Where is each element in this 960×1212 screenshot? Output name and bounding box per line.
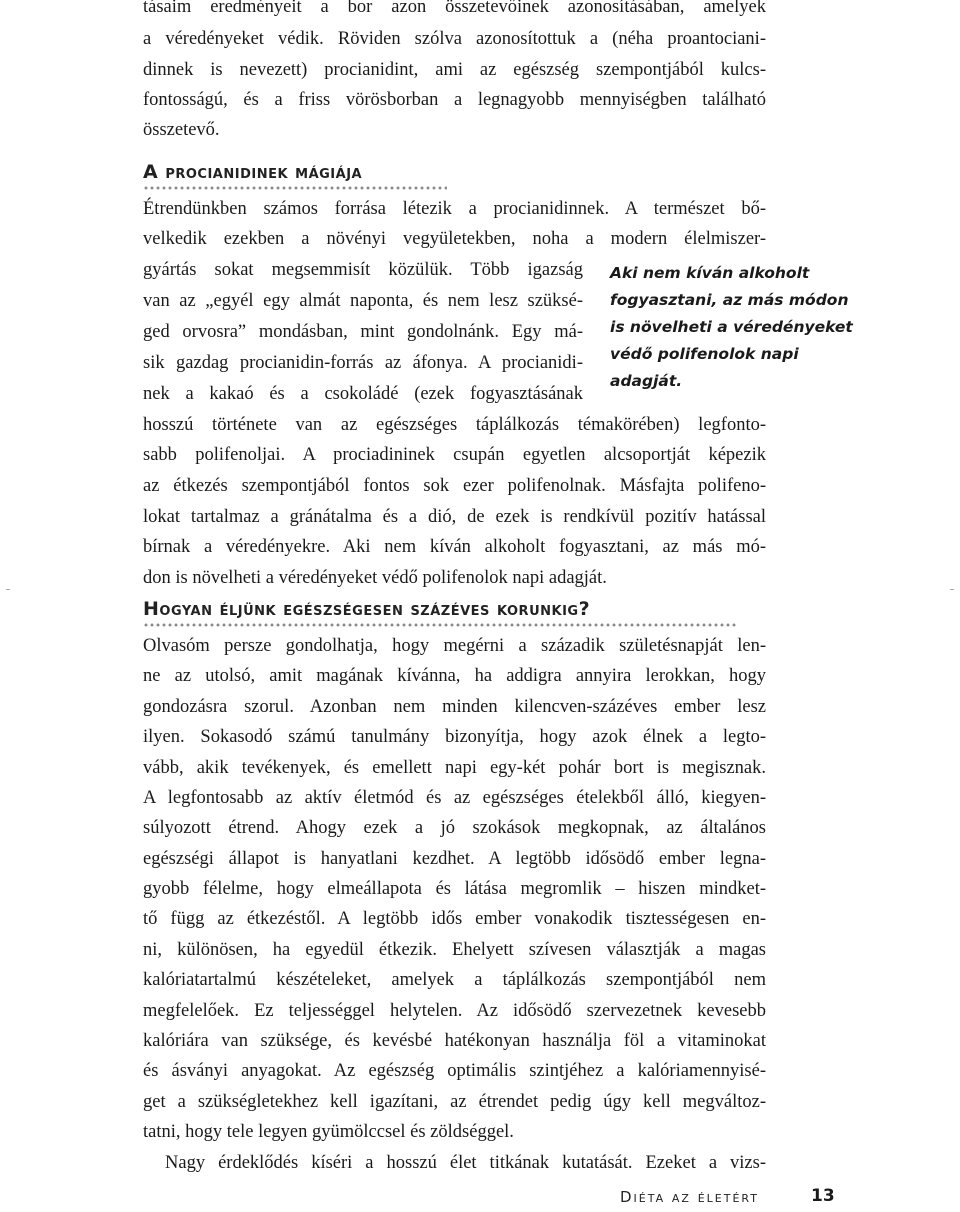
body-line: sabb polifenoljai. A prociadininek csupán egyetlen alcsoportját képezik <box>143 445 766 465</box>
page-number: 13 <box>811 1186 835 1206</box>
body-line: Nagy érdeklődés kíséri a hosszú élet titkának kutatását. Ezeket a vizs- <box>165 1153 766 1173</box>
body-line: get a szükségletekhez kell igazítani, az étrendet pedig úgy kell megváltoz- <box>143 1092 766 1112</box>
body-line: bírnak a véredényekre. Aki nem kíván alkoholt fogyasztani, az más mó- <box>143 537 766 557</box>
heading-dotted-underline <box>143 623 737 627</box>
body-line: ni, különösen, ha egyedül étkezik. Ehelyett szívesen választják a magas <box>143 940 766 960</box>
body-line: Étrendünkben számos forrása létezik a procianidinnek. A természet bő- <box>143 199 766 219</box>
intro-line: összetevő. <box>143 120 220 140</box>
body-line: hosszú története van az egészséges táplálkozás témakörében) legfonto- <box>143 415 766 435</box>
running-footer-title: Diéta az életért <box>620 1188 759 1206</box>
body-line: gyobb félelme, hogy elmeállapota és látása megromlik – hiszen mindket- <box>143 879 766 899</box>
body-line: kalóriára van szüksége, és kevésbé hatékonyan használja föl a vitaminokat <box>143 1031 766 1051</box>
section-heading-procianidinek: A procianidinek mágiája <box>143 161 363 183</box>
section-heading-szazeves: Hogyan éljünk egészségesen százéves korunkig? <box>143 598 591 620</box>
body-line: lokat tartalmaz a gránátalma és a dió, de ezek is rendkívül pozitív hatással <box>143 507 766 527</box>
body-line: velkedik ezekben a növényi vegyületekben, noha a modern élelmiszer- <box>143 229 766 249</box>
body-line: sik gazdag procianidin-forrás az áfonya. A procianidi- <box>143 353 583 373</box>
body-line: vább, akik tevékenyek, és emellett napi egy-két pohár bort is megisznak. <box>143 758 766 778</box>
body-line: gondozásra szorul. Azonban nem minden kilencven-százéves ember lesz <box>143 697 766 717</box>
body-line: gyártás sokat megsemmisít közülük. Több igazság <box>143 260 583 280</box>
body-line: ilyen. Sokasodó számú tanulmány bizonyítja, hogy azok élnek a legto- <box>143 727 766 747</box>
intro-line: fontosságú, és a friss vörösborban a legnagyobb mennyiségben található <box>143 90 766 110</box>
pull-quote <box>610 260 853 395</box>
body-line: ne az utolsó, amit magának kívánna, ha addigra annyira lerokkan, hogy <box>143 666 766 686</box>
body-line: nek a kakaó és a csokoládé (ezek fogyasztásának <box>143 384 583 404</box>
pull-quote-line: fogyasztani, az más módon <box>610 291 849 309</box>
body-line: az étkezés szempontjából fontos sok ezer polifenolnak. Másfajta polifeno- <box>143 476 766 496</box>
body-line: és ásványi anyagokat. Az egészség optimális szintjéhez a kalóriamennyisé- <box>143 1061 766 1081</box>
pull-quote-line: védő polifenolok napi <box>610 345 799 363</box>
body-line: ged orvosra” mondásban, mint gondolnánk. Egy má- <box>143 322 583 342</box>
body-line: kalóriatartalmú készételeket, amelyek a táplálkozás szempontjából nem <box>143 970 766 990</box>
body-line: tő függ az étkezéstől. A legtöbb idős ember vonakodik tisztességesen en- <box>143 909 766 929</box>
heading-dotted-underline <box>143 186 447 190</box>
intro-line: a véredényeket védik. Röviden szólva azonosítottuk a (néha proantociani- <box>143 29 766 49</box>
body-line: A legfontosabb az aktív életmód és az egészséges ételekből álló, kiegyen- <box>143 788 766 808</box>
body-line: megfelelőek. Ez teljességgel helytelen. Az idősödő szervezetnek kevesebb <box>143 1001 766 1021</box>
body-line: van az „egyél egy almát naponta, és nem lesz szüksé- <box>143 291 583 311</box>
intro-line: tásaim eredményeit a bor azon összetevőinek azonosításában, amelyek <box>143 0 766 17</box>
intro-line: dinnek is nevezett) procianidint, ami az egészség szempontjából kulcs- <box>143 60 766 80</box>
body-line: Olvasóm persze gondolhatja, hogy megérni a századik születésnapját len- <box>143 636 766 656</box>
body-line: don is növelheti a véredényeket védő polifenolok napi adagját. <box>143 568 607 588</box>
body-line: súlyozott étrend. Ahogy ezek a jó szokások megkopnak, az általános <box>143 818 766 838</box>
crop-mark <box>6 589 10 590</box>
body-line: tatni, hogy tele legyen gyümölccsel és zöldséggel. <box>143 1122 514 1142</box>
body-line: egészségi állapot is hanyatlani kezdhet. A legtöbb idősödő ember legna- <box>143 849 766 869</box>
pull-quote-line: adagját. <box>610 372 683 390</box>
pull-quote-line: Aki nem kíván alkoholt <box>610 264 810 282</box>
pull-quote-line: is növelheti a véredényeket <box>610 318 853 336</box>
crop-mark <box>950 589 954 590</box>
